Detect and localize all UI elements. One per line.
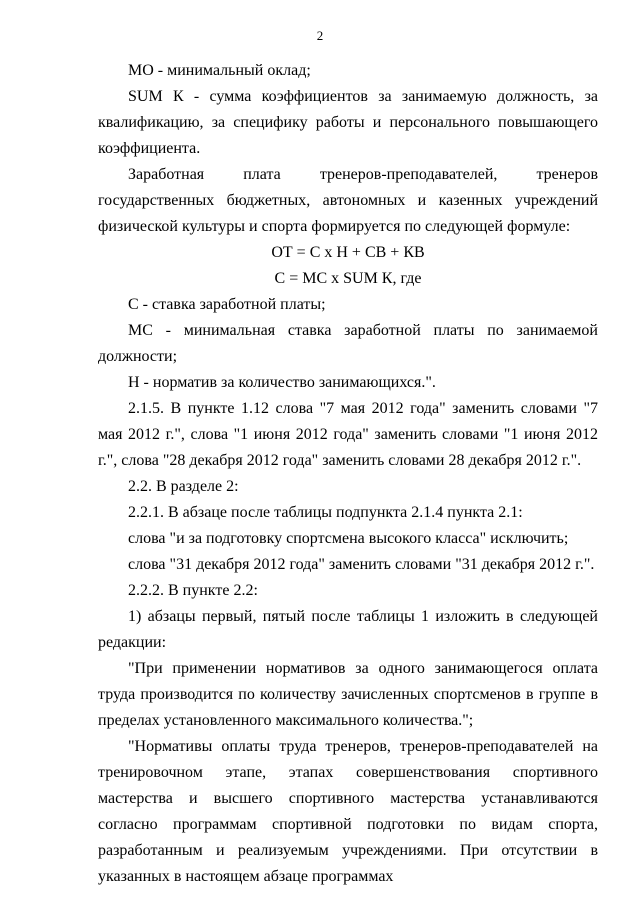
paragraph-words-replace: слова "31 декабря 2012 года" заменить словами "31 декабря 2012 г.". [128, 556, 595, 573]
paragraph-sum-k: SUM К - сумма коэффициентов за занимаемую должность, за квалификацию, за специфику работы и персонального повышающего коэффициента. [98, 88, 598, 157]
page-number: 2 [316, 28, 324, 43]
paragraph-2-1-5: 2.1.5. В пункте 1.12 слова "7 мая 2012 года" заменить словами "7 мая 2012 г.", слова "1 июня 2012 года" заменить словами "1 июня 2012 г.", слова "28 декабря 2012 года" заменить словами 28 декабря 2012 г.". [98, 400, 598, 469]
paragraph-quote-1: "При применении нормативов за одного занимающегося оплата труда производится по количеству зачисленных спортсменов в группе в пределах установленного максимального количества."; [98, 660, 598, 729]
paragraph-mc-def: МС - минимальная ставка заработной платы по занимаемой должности; [98, 322, 598, 365]
paragraph-item-1: 1) абзацы первый, пятый после таблицы 1 изложить в следующей редакции: [98, 608, 598, 651]
paragraph-n-def: Н - норматив за количество занимающихся.". [128, 374, 436, 391]
paragraph-2-2-1: 2.2.1. В абзаце после таблицы подпункта 2.1.4 пункта 2.1: [128, 504, 523, 521]
paragraph-salary: Заработная плата тренеров-преподавателей, тренеров государственных бюджетных, автономных и казенных учреждений физической культуры и спорта формируется по следующей формуле: [98, 166, 598, 235]
paragraph-c-def: С - ставка заработной платы; [128, 296, 326, 313]
formula-ot: ОТ = С х Н + СВ + КВ [271, 244, 425, 261]
paragraph-2-2: 2.2. В разделе 2: [128, 478, 239, 495]
paragraph-quote-2: "Нормативы оплаты труда тренеров, тренеров-преподавателей на тренировочном этапе, этапах совершенствования спортивного мастерства и высшего спортивного мастерства устанавливаются согласно программам спортивной подготовки по видам спорта, разработанным и реализуемым учреждениями. При отсутствии в указанных в настоящем абзаце программах [98, 738, 598, 885]
paragraph-words-exclude: слова "и за подготовку спортсмена высокого класса" исключить; [128, 530, 569, 547]
document-body [98, 58, 598, 890]
paragraph-2-2-2: 2.2.2. В пункте 2.2: [128, 582, 258, 599]
formula-c: С = МС х SUM К, где [274, 270, 422, 287]
paragraph-mo: МО - минимальный оклад; [128, 62, 311, 79]
